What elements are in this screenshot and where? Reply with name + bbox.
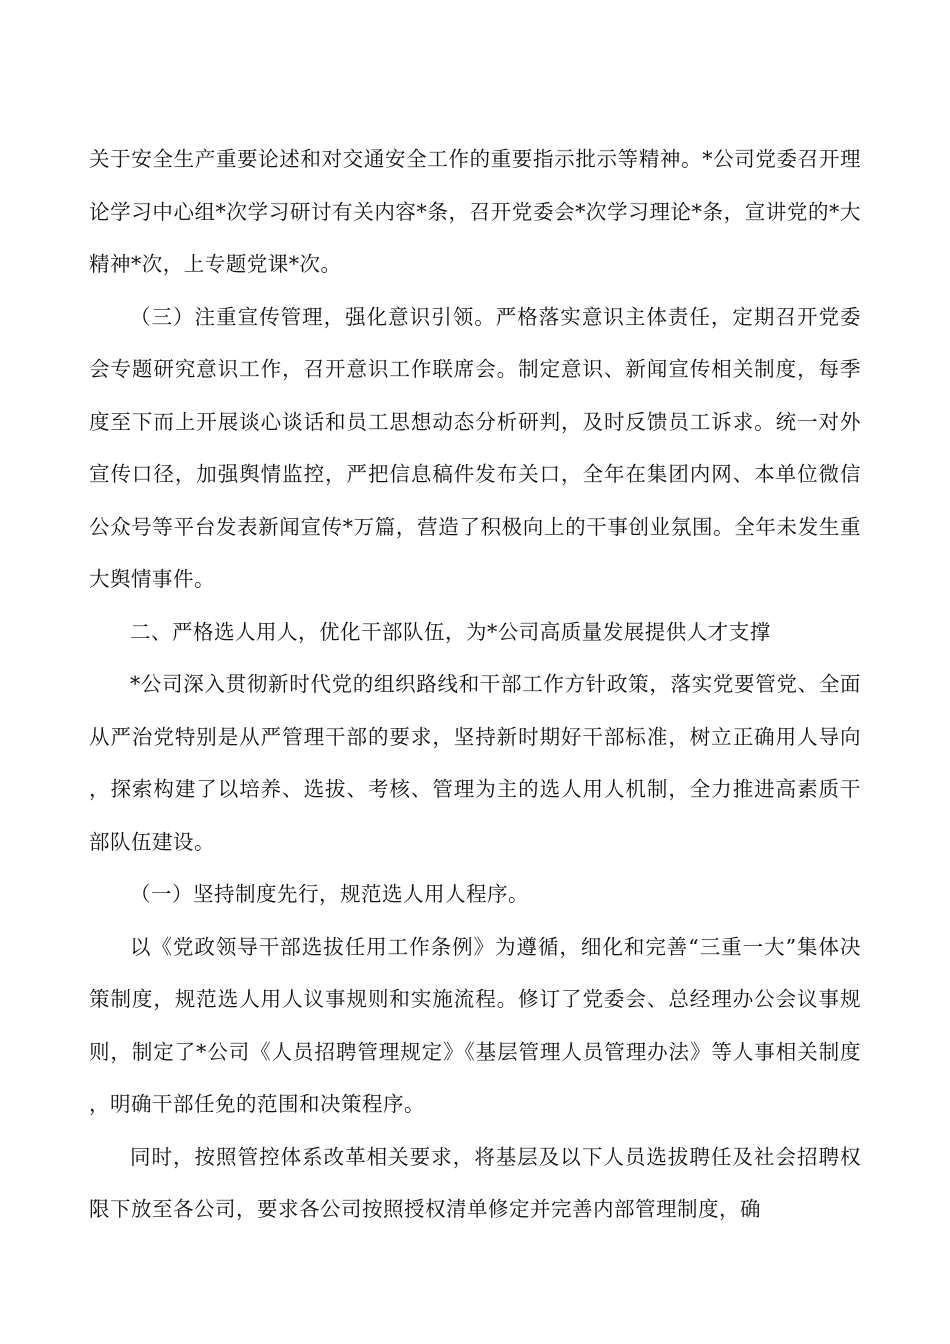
paragraph-cadre-team: *公司深入贯彻新时代党的组织路线和干部工作方针政策，落实党要管党、全面从严治党特别是从严管理干部的要求，坚持新时期好干部标准，树立正确用人导向，探索构建了以培养、选拔、考核、管理为主的选人用人机制，全力推进高素质干部队伍建设。 (89, 672, 861, 854)
section-heading-personnel: 二、严格选人用人，优化干部队伍，为*公司高质量发展提供人才支撑 (130, 619, 771, 644)
paragraph-publicity-management: （三）注重宣传管理，强化意识引领。严格落实意识主体责任，定期召开党委会专题研究意识工作，召开意识工作联席会。制定意识、新闻宣传相关制度，每季度至下而上开展谈心谈话和员工思想动态分析研判，及时反馈员工诉求。统一对外宣传口径，加强舆情监控，严把信息稿件发布关口，全年在集团内网、本单位微信公众号等平台发表新闻宣传*万篇，营造了积极向上的干事创业氛围。全年未发生重大舆情事件。 (89, 304, 861, 591)
paragraph-continuation: 关于安全生产重要论述和对交通安全工作的重要指示批示等精神。*公司党委召开理论学习中心组*次学习研讨有关内容*条，召开党委会*次学习理论*条，宣讲党的*大精神*次，上专题党课*次。 (89, 147, 861, 276)
paragraph-authority-delegation: 同时，按照管控体系改革相关要求，将基层及以下人员选拔聘任及社会招聘权限下放至各公司，要求各公司按照授权清单修定并完善内部管理制度，确 (89, 1144, 861, 1221)
subheading-system-first: （一）坚持制度先行，规范选人用人程序。 (130, 882, 529, 906)
paragraph-regulations: 以《党政领导干部选拔任用工作条例》为遵循，细化和完善“三重一大”集体决策制度，规范选人用人议事规则和实施流程。修订了党委会、总经理办公会议事规则，制定了*公司《人员招聘管理规定》《基层管理人员管理办法》等人事相关制度，明确干部任免的范围和决策程序。 (89, 934, 861, 1116)
document-body (89, 133, 861, 1236)
